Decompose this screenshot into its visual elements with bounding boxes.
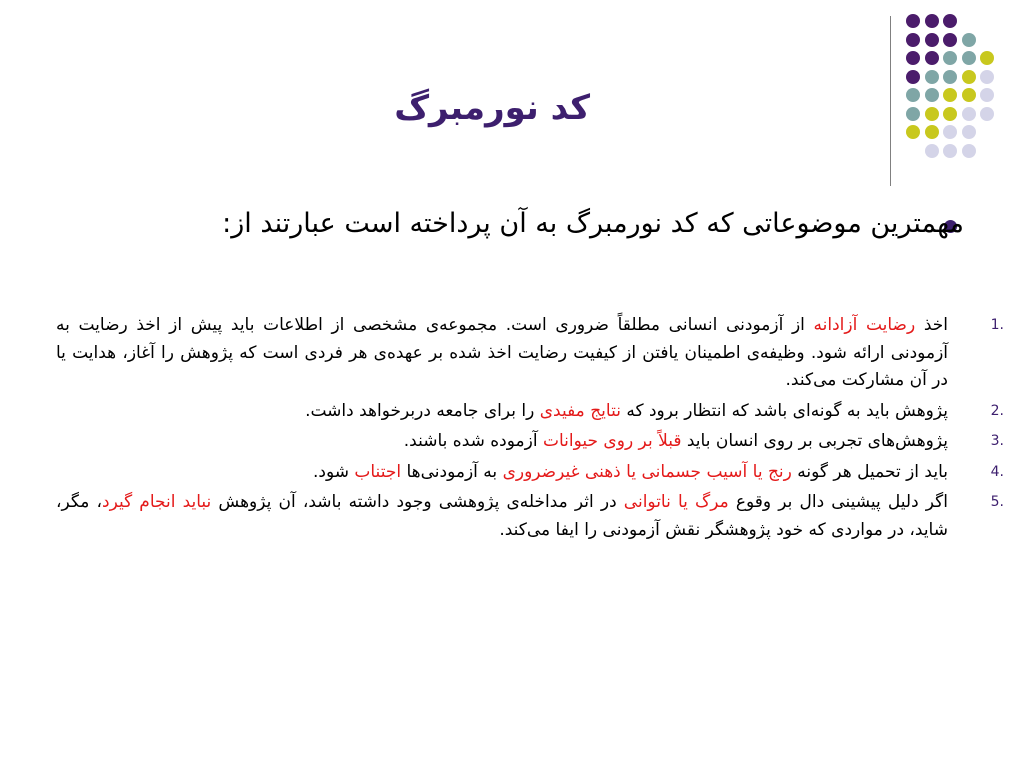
decorative-dot — [962, 70, 976, 84]
decorative-dot — [943, 107, 957, 121]
decorative-dot — [925, 107, 939, 121]
decorative-dot — [906, 14, 920, 28]
decorative-dot — [962, 51, 976, 65]
list-number: 3. — [990, 433, 1004, 449]
numbered-list — [56, 312, 1004, 547]
decorative-dot — [906, 33, 920, 47]
decorative-dot — [962, 125, 976, 139]
intro-text: مهمترین موضوعاتی که کد نورمبرگ به آن پرداخته است عبارتند از: — [222, 208, 964, 239]
decorative-dot — [906, 88, 920, 102]
item-text: پژوهش باید به گونه‌ای باشد که انتظار برود که — [620, 400, 948, 421]
decorative-dot — [962, 107, 976, 121]
list-number: 4. — [990, 463, 1004, 480]
item-text: اگر دلیل پیشینی دال بر وقوع — [728, 492, 948, 512]
list-item-1 — [56, 312, 1004, 395]
decorative-dot — [906, 70, 920, 84]
decorative-dot — [906, 107, 920, 121]
decorative-dot — [925, 144, 939, 158]
list-number: 5. — [990, 494, 1004, 510]
list-number: 1. — [990, 317, 1004, 333]
highlight-text: نباید انجام گیرد — [102, 492, 212, 512]
divider-line — [890, 16, 891, 186]
decorative-dot-grid — [906, 14, 1010, 164]
item-text: ، مگر، شاید، در مواردی که خود پژوهشگر نقش آزمودنی را ایفا می‌کند. — [56, 492, 948, 540]
list-item-5 — [56, 489, 1004, 544]
decorative-dot — [943, 144, 957, 158]
item-text: باید از تحمیل هر گونه — [791, 461, 948, 482]
list-item-2 — [56, 398, 1004, 426]
item-text: را برای جامعه دربرخواهد داشت. — [305, 400, 540, 421]
highlight-text: اجتناب — [354, 461, 402, 482]
item-text: آزموده شده باشند. — [403, 431, 543, 451]
decorative-dot — [943, 14, 957, 28]
decorative-dot — [925, 70, 939, 84]
highlight-text: نتایج مفیدی — [539, 400, 621, 421]
decorative-dot — [980, 107, 994, 121]
list-item-3 — [56, 428, 1004, 456]
highlight-text: مرگ یا ناتوانی — [623, 492, 729, 512]
highlight-text: رضایت آزادانه — [813, 315, 916, 335]
item-text: به آزمودنی‌ها — [401, 461, 503, 482]
decorative-dot — [962, 144, 976, 158]
item-text: در اثر مداخله‌ی پژوهشی وجود داشته باشد، آن پژوهش — [211, 492, 624, 512]
highlight-text: رنج یا آسیب جسمانی یا ذهنی غیرضروری — [502, 461, 792, 482]
decorative-dot — [962, 88, 976, 102]
decorative-dot — [925, 88, 939, 102]
decorative-dot — [943, 88, 957, 102]
item-text: شود. — [312, 461, 355, 482]
decorative-dot — [943, 33, 957, 47]
decorative-dot — [943, 70, 957, 84]
item-text: از آزمودنی انسانی مطلقاً ضروری است. مجموعه‌ی مشخصی از اطلاعات باید پیش از اخذ رضایت به آزمودنی ارائه شود. وظیفه‌ی اطمینان یافتن از کیفیت رضایت اخذ شده بر عهده‌ی هر فردی است که پژوهش را آغاز، هدایت یا در آن مشارکت می‌کند. — [56, 315, 948, 390]
decorative-dot — [925, 125, 939, 139]
decorative-dot — [925, 33, 939, 47]
list-number: 2. — [990, 402, 1004, 419]
slide-title: کد نورمبرگ — [394, 88, 590, 128]
decorative-dot — [906, 51, 920, 65]
decorative-dot — [943, 51, 957, 65]
item-text: اخذ — [915, 315, 948, 335]
decorative-dot — [925, 51, 939, 65]
decorative-dot — [980, 51, 994, 65]
decorative-dot — [906, 125, 920, 139]
list-item-4 — [56, 459, 1004, 487]
decorative-dot — [943, 125, 957, 139]
decorative-dot — [980, 88, 994, 102]
decorative-dot — [980, 70, 994, 84]
decorative-dot — [925, 14, 939, 28]
item-text: پژوهش‌های تجربی بر روی انسان باید — [681, 431, 948, 451]
decorative-dot — [962, 33, 976, 47]
highlight-text: قبلاً بر روی حیوانات — [542, 431, 682, 451]
